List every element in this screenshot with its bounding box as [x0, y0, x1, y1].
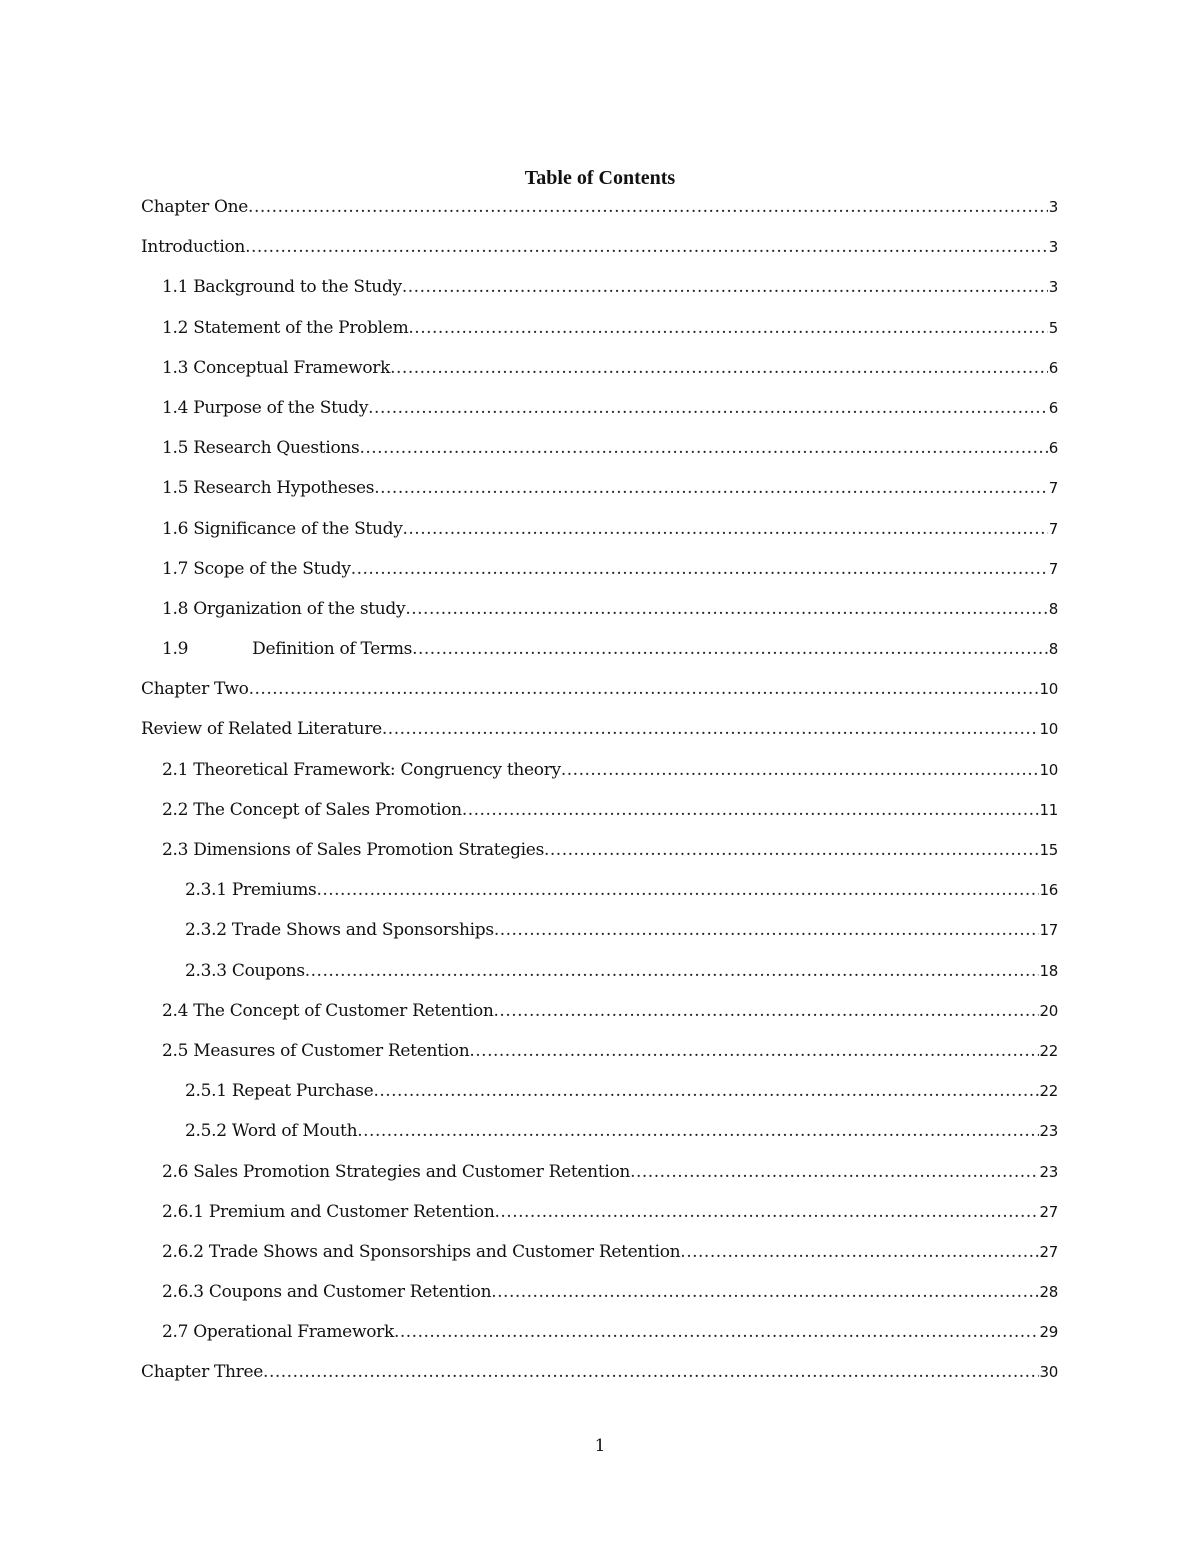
- toc-dot-leader: [359, 436, 1047, 460]
- toc-entry-page: 3: [1048, 198, 1058, 216]
- toc-dot-leader: [630, 1160, 1038, 1184]
- toc-dot-leader: [263, 1360, 1038, 1384]
- toc-entry[interactable]: [141, 717, 1058, 757]
- toc-entry-page: 6: [1048, 439, 1058, 458]
- toc-entry-page: 23: [1039, 1122, 1058, 1141]
- toc-dot-leader: [408, 316, 1047, 340]
- toc-dot-leader: [462, 798, 1039, 822]
- toc-entry-page: 27: [1039, 1242, 1058, 1261]
- toc-entry-label: 2.6 Sales Promotion Strategies and Customer Retention: [162, 1161, 631, 1182]
- toc-entry-label: 2.1 Theoretical Framework: Congruency theory: [162, 759, 561, 780]
- toc-entry-label: 2.7 Operational Framework: [162, 1322, 394, 1343]
- toc-dot-leader: [390, 356, 1048, 380]
- toc-entry[interactable]: [141, 396, 1058, 436]
- toc-dot-leader: [394, 1320, 1039, 1344]
- toc-entry[interactable]: [141, 878, 1058, 918]
- toc-entry-page: 8: [1048, 599, 1058, 618]
- toc-entry-label: 2.5.1 Repeat Purchase: [185, 1081, 374, 1102]
- toc-dot-leader: [402, 275, 1048, 299]
- toc-entry-label: 2.3.1 Premiums: [185, 880, 317, 901]
- toc-entry-label: 1.4 Purpose of the Study: [162, 397, 369, 418]
- toc-entry-label: 2.5.2 Word of Mouth: [185, 1121, 358, 1142]
- toc-entry-label: 1.6 Significance of the Study: [162, 518, 403, 539]
- toc-entry-page: 10: [1039, 720, 1058, 739]
- toc-entry-label: 2.6.2 Trade Shows and Sponsorships and Customer Retention: [162, 1241, 681, 1262]
- toc-entry-label: 2.3.2 Trade Shows and Sponsorships: [185, 920, 494, 941]
- toc-dot-leader: [305, 959, 1039, 983]
- toc-entry-text: Definition of Terms: [252, 639, 413, 660]
- toc-dot-leader: [561, 758, 1039, 782]
- toc-entry[interactable]: [141, 1119, 1058, 1159]
- toc-entry-page: 10: [1039, 760, 1058, 779]
- toc-entry-page: 29: [1039, 1323, 1058, 1342]
- toc-entry-label: 1.2 Statement of the Problem: [162, 317, 409, 338]
- toc-entry-page: 23: [1039, 1162, 1058, 1181]
- toc-entry-label: 2.6.3 Coupons and Customer Retention: [162, 1282, 492, 1303]
- toc-title: Table of Contents: [524, 167, 676, 189]
- toc-entry-label: 2.4 The Concept of Customer Retention: [162, 1000, 494, 1021]
- toc-entry-page: 18: [1039, 961, 1058, 980]
- toc-entry-label: Chapter One: [141, 197, 249, 217]
- toc-entry[interactable]: [141, 436, 1058, 476]
- toc-dot-leader: [495, 1200, 1039, 1224]
- toc-entry-page: 6: [1048, 358, 1058, 377]
- toc-entry[interactable]: [141, 1320, 1058, 1360]
- toc-entry[interactable]: [141, 597, 1058, 637]
- page-number: 1: [594, 1436, 606, 1456]
- toc-entry[interactable]: [141, 1240, 1058, 1280]
- toc-dot-leader: [680, 1240, 1038, 1264]
- toc-entry[interactable]: [141, 517, 1058, 557]
- toc-dot-leader: [316, 878, 1038, 902]
- toc-dot-leader: [491, 1280, 1038, 1304]
- toc-entry-label: 2.3 Dimensions of Sales Promotion Strategies: [162, 840, 544, 860]
- toc-entry-label: 1.7 Scope of the Study: [162, 558, 351, 579]
- toc-entry[interactable]: [141, 356, 1058, 396]
- toc-entry[interactable]: [141, 1160, 1058, 1200]
- toc-dot-leader: [405, 597, 1047, 621]
- toc-dot-leader: [248, 195, 1048, 219]
- toc-entry[interactable]: [141, 235, 1058, 275]
- toc-entry-label: 1.1 Background to the Study: [162, 277, 402, 298]
- toc-entry-label: 1.8 Organization of the study: [162, 598, 406, 619]
- toc-entry-page: 5: [1048, 318, 1058, 337]
- toc-dot-leader: [351, 557, 1048, 581]
- toc-entry-label: 1.3 Conceptual Framework: [162, 357, 391, 378]
- toc-entry-page: 17: [1039, 921, 1058, 940]
- toc-entry[interactable]: [141, 999, 1058, 1039]
- toc-dot-leader: [494, 999, 1039, 1023]
- toc-entry[interactable]: [141, 275, 1058, 315]
- toc-entry[interactable]: [141, 677, 1058, 717]
- toc-entry-label: Chapter Two: [141, 679, 249, 700]
- toc-entry-label: 2.6.1 Premium and Customer Retention: [162, 1201, 495, 1222]
- toc-entry-label: 1.5 Research Questions: [162, 438, 360, 459]
- toc-entry-label: Introduction: [141, 237, 246, 258]
- toc-dot-leader: [494, 918, 1039, 942]
- toc-entry-page: 28: [1039, 1283, 1058, 1302]
- toc-entry-page: 27: [1039, 1202, 1058, 1221]
- toc-dot-leader: [469, 1039, 1038, 1063]
- toc-dot-leader: [544, 838, 1039, 862]
- toc-entry[interactable]: [141, 1360, 1058, 1400]
- toc-entry-page: 15: [1039, 841, 1058, 859]
- toc-dot-leader: [368, 396, 1048, 420]
- toc-dot-leader: [245, 235, 1048, 259]
- toc-dot-leader: [382, 717, 1039, 741]
- toc-dot-leader: [249, 677, 1039, 701]
- toc-dot-leader: [373, 1079, 1038, 1103]
- toc-entry-page: 22: [1039, 1082, 1058, 1101]
- toc-entry-page: 6: [1048, 398, 1058, 417]
- toc-entry-label: 1.5 Research Hypotheses: [162, 478, 375, 499]
- toc-entry-page: 7: [1048, 519, 1058, 538]
- toc-entry-page: 20: [1039, 1001, 1058, 1020]
- toc-entry[interactable]: [141, 798, 1058, 838]
- toc-entry-page: 22: [1039, 1041, 1058, 1060]
- toc-entry-number: 1.9: [162, 639, 189, 660]
- toc-entry-page: 7: [1048, 479, 1058, 498]
- toc-entry-label: 2.5 Measures of Customer Retention: [162, 1040, 470, 1061]
- toc-entry[interactable]: [141, 1079, 1058, 1119]
- toc-entry-label: Review of Related Literature: [141, 719, 382, 740]
- toc-entry-page: 10: [1039, 680, 1058, 699]
- toc-entry-label: [162, 637, 412, 661]
- toc-dot-leader: [403, 517, 1048, 541]
- toc-entry[interactable]: [141, 1039, 1058, 1079]
- toc-entry-label: 2.3.3 Coupons: [185, 960, 305, 981]
- toc-dot-leader: [374, 476, 1048, 500]
- toc-entry[interactable]: [141, 918, 1058, 958]
- toc-entry-page: 30: [1039, 1363, 1058, 1382]
- toc-dot-leader: [412, 637, 1048, 661]
- toc-entry-page: 8: [1048, 640, 1058, 659]
- toc-list: [141, 195, 1058, 1401]
- toc-entry[interactable]: [141, 476, 1058, 516]
- toc-entry-page: 16: [1039, 881, 1058, 900]
- toc-entry-page: 3: [1048, 278, 1058, 297]
- toc-entry-label: 2.2 The Concept of Sales Promotion: [162, 799, 462, 820]
- toc-entry-page: 7: [1048, 559, 1058, 578]
- toc-entry[interactable]: [141, 959, 1058, 999]
- toc-entry[interactable]: [141, 195, 1058, 235]
- toc-entry[interactable]: [141, 557, 1058, 597]
- toc-entry[interactable]: [141, 1200, 1058, 1240]
- toc-entry-page: 3: [1048, 238, 1058, 257]
- toc-entry[interactable]: [141, 1280, 1058, 1320]
- toc-entry-page: 11: [1039, 800, 1058, 819]
- toc-dot-leader: [357, 1119, 1038, 1143]
- toc-entry[interactable]: [141, 637, 1058, 677]
- toc-entry[interactable]: [141, 758, 1058, 798]
- toc-entry-label: Chapter Three: [141, 1362, 264, 1383]
- toc-entry[interactable]: [141, 838, 1058, 878]
- toc-entry[interactable]: [141, 316, 1058, 356]
